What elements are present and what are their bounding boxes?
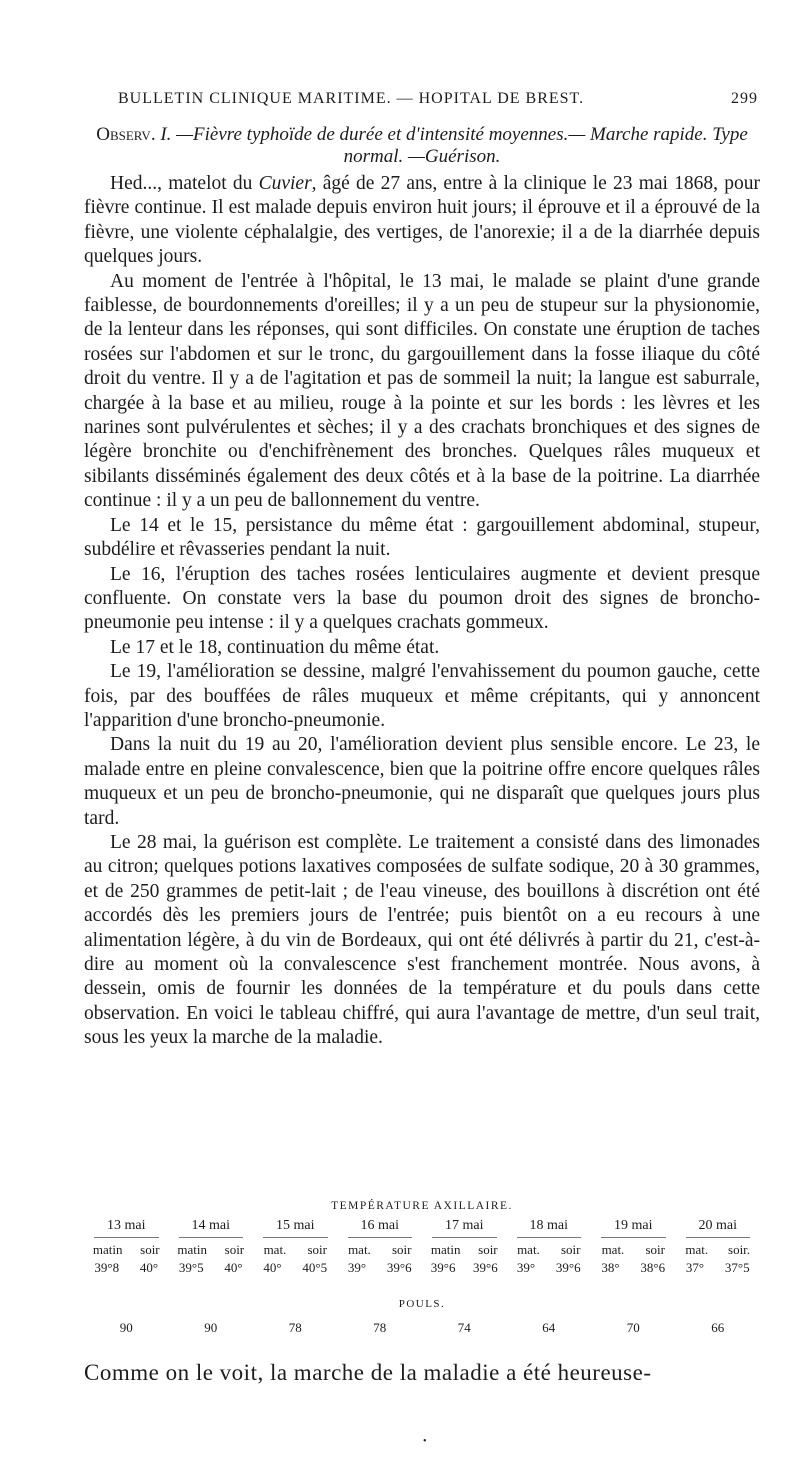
- paragraph: Le 19, l'amélioration se dessine, malgré l'envahissement du poumon gauche, cette fois, par des bouffées de râles muqueux et même crépitants, qui y annoncent l'apparition d'une broncho-pneumonie.: [84, 661, 760, 731]
- table-time-cell: [591, 1242, 676, 1258]
- temperature-value: 39°6: [555, 1260, 581, 1275]
- time-label: matin: [430, 1242, 461, 1257]
- table-day-cell: 19 mai: [601, 1218, 666, 1238]
- closing-line: Comme on le voit, la marche de la maladie a été heureuse-: [84, 1360, 652, 1385]
- temperature-value: 37°: [685, 1260, 705, 1275]
- temperature-value: 39°8: [94, 1260, 120, 1275]
- table-temperature-cell: [84, 1260, 169, 1276]
- observation-label: Observ.: [96, 124, 156, 145]
- table-pulse-row: [84, 1320, 760, 1336]
- table-temperature-cell: [422, 1260, 507, 1276]
- time-label: soir: [560, 1242, 581, 1257]
- observation-title: —Fièvre typhoïde de durée et d'intensité moyennes.— Marche rapide. Type normal. —Guérison.: [176, 124, 748, 167]
- paragraph: Dans la nuit du 19 au 20, l'amélioration devient plus sensible encore. Le 23, le malade entre en pleine convalescence, bien que la poitrine offre encore quelques râles muqueux et un peu de broncho-pneumonie, qui ne disparaît que quelques jours plus tard.: [84, 734, 760, 829]
- time-label: matin: [92, 1242, 123, 1257]
- observation-heading: [84, 124, 760, 168]
- table-temperature-cell: [253, 1260, 338, 1276]
- body-text: [84, 172, 760, 1051]
- table-temperature-cell: [676, 1260, 761, 1276]
- printer-dot: •: [423, 1436, 427, 1447]
- paragraph-text: , âgé de 27 ans, entre à la clinique le 23 mai 1868, pour fièvre continue. Il est malade depuis environ huit jours; il éprouve et il a éprouvé de la fièvre, une violente céphalalgie, des vertiges, de l'anorexie; il a de la diarrhée depuis quelques jours.: [84, 173, 761, 268]
- table-time-cell: [338, 1242, 423, 1258]
- table-temperature-cell: [169, 1260, 254, 1276]
- page-number: 299: [731, 90, 758, 107]
- pulse-value: 78: [373, 1320, 387, 1335]
- temperature-value: 40°: [139, 1260, 159, 1275]
- table-time-cell: [507, 1242, 592, 1258]
- table-day-cell: 13 mai: [94, 1218, 159, 1238]
- time-label: soir: [140, 1242, 160, 1257]
- temperature-value: 39°: [516, 1260, 536, 1275]
- table-day-cell: 20 mai: [686, 1218, 751, 1238]
- table-temperature-cell: [591, 1260, 676, 1276]
- pulse-value: 64: [542, 1320, 556, 1335]
- table-days-row: [84, 1218, 760, 1238]
- pulse-value: 78: [288, 1320, 302, 1335]
- table-time-cell: [422, 1242, 507, 1258]
- time-label: soir: [478, 1242, 498, 1257]
- pulse-value: 90: [119, 1320, 133, 1335]
- time-label: matin: [177, 1242, 207, 1257]
- paragraph-text: Hed..., matelot du: [110, 173, 259, 194]
- paragraph: Le 28 mai, la guérison est complète. Le traitement a consisté dans des limonades au citron; quelques potions laxatives composées de sulfate sodique, 20 à 30 grammes, et de 250 grammes de petit-lait ; de l'eau vineuse, des bouillons à discrétion ont été accordés dès les premiers jours de l'entrée; puis bientôt on a eu recours à une alimentation légère, à du vin de Bordeaux, qui ont été délivrés à partir du 21, c'est-à-dire au moment où la convalescence s'est franchement montrée. Nous avons, à dessein, omis de fournir les données de la température et du pouls dans cette observation. En voici le tableau chiffré, qui aura l'avantage de mettre, d'un seul trait, sous les yeux la marche de la maladie.: [84, 831, 760, 1049]
- time-label: mat.: [685, 1242, 709, 1257]
- time-label: mat.: [263, 1242, 287, 1257]
- time-label: soir: [645, 1242, 665, 1257]
- table-temperature-cell: [507, 1260, 592, 1276]
- temperature-value: 39°5: [178, 1260, 204, 1275]
- table-title: TEMPÉRATURE AXILLAIRE.: [331, 1200, 513, 1212]
- pulse-title: POULS.: [398, 1298, 446, 1310]
- temperature-value: 38°: [601, 1260, 620, 1275]
- table-day-cell: 15 mai: [263, 1218, 328, 1238]
- table-time-cell: [676, 1242, 761, 1258]
- observation-number: I.: [160, 124, 172, 145]
- time-label: mat.: [601, 1242, 625, 1257]
- temperature-value: 40°: [224, 1260, 243, 1275]
- time-label: soir: [307, 1242, 327, 1257]
- pulse-value: 70: [626, 1320, 640, 1335]
- temperature-value: 39°: [347, 1260, 367, 1275]
- ship-name: Cuvier: [258, 173, 312, 194]
- temperature-table: [84, 1200, 760, 1336]
- paragraph: Le 16, l'éruption des taches rosées lenticulaires augmente et devient presque confluente. On constate vers la base du poumon droit des signes de broncho-pneumonie peu intense : il y a quelques crachats gommeux.: [84, 563, 760, 634]
- table-day-cell: 17 mai: [432, 1218, 497, 1238]
- temperature-value: 37°5: [724, 1260, 750, 1275]
- table-time-cell: [84, 1242, 169, 1258]
- running-head-title: BULLETIN CLINIQUE MARITIME. — HOPITAL DE BREST.: [118, 90, 585, 107]
- time-label: soir: [391, 1242, 412, 1257]
- table-temperature-row: [84, 1260, 760, 1276]
- time-label: mat.: [348, 1242, 371, 1257]
- paragraph: Au moment de l'entrée à l'hôpital, le 13 mai, le malade se plaint d'une grande faiblesse, de bourdonnements d'oreilles; il y a un peu de stupeur sur la physionomie, de la lenteur dans les réponses, qui sont difficiles. On constate une éruption de taches rosées sur l'abdomen et sur le tronc, du gargouillement dans la fosse iliaque du côté droit du ventre. Il y a de l'agitation et pas de sommeil la nuit; la langue est saburrale, chargée à la base et au milieu, rouge à la pointe et sur les bords : les lèvres et les narines sont pulvérulentes et sèches; il y a des crachats bronchiques et des signes de légère bronchite ou d'enchifrènement des bronches. Quelques râles muqueux et sibilants disséminés également des deux côtés et à la base de la poitrine. La diarrhée continue : il y a un peu de ballonnement du ventre.: [84, 270, 760, 512]
- pulse-value: 90: [204, 1320, 218, 1335]
- table-temperature-cell: [338, 1260, 423, 1276]
- pulse-value: 66: [711, 1320, 725, 1335]
- table-time-row: [84, 1242, 760, 1258]
- time-label: mat.: [517, 1242, 540, 1257]
- table-time-cell: [253, 1242, 338, 1258]
- temperature-value: 39°6: [386, 1260, 412, 1275]
- temperature-value: 39°6: [473, 1260, 498, 1275]
- temperature-value: 40°: [263, 1260, 282, 1275]
- paragraph: Le 14 et le 15, persistance du même état : gargouillement abdominal, stupeur, subdélire et rêvasseries pendant la nuit.: [84, 514, 760, 561]
- time-label: soir.: [728, 1242, 751, 1257]
- temperature-value: 40°5: [302, 1260, 328, 1275]
- paragraph: [84, 172, 760, 270]
- time-label: soir: [224, 1242, 245, 1257]
- table-day-cell: 18 mai: [517, 1218, 582, 1238]
- table-time-cell: [169, 1242, 254, 1258]
- table-day-cell: 16 mai: [348, 1218, 413, 1238]
- table-day-cell: 14 mai: [179, 1218, 244, 1238]
- paragraph: Le 17 et le 18, continuation du même état.: [110, 636, 440, 658]
- pulse-value: 74: [457, 1320, 471, 1335]
- temperature-value: 38°6: [640, 1260, 666, 1275]
- temperature-value: 39°6: [430, 1260, 456, 1275]
